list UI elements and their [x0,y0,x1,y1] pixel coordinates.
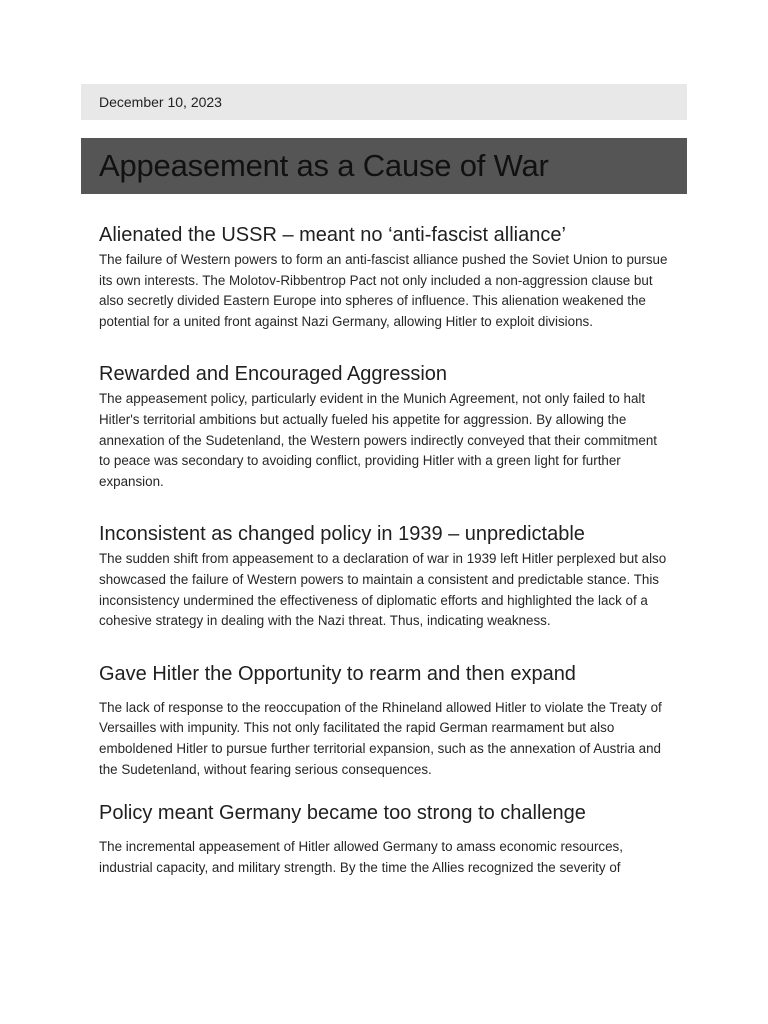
document-title: Appeasement as a Cause of War [99,148,549,183]
section-germany-too-strong [99,800,669,878]
section-heading: Policy meant Germany became too strong to challenge [99,802,586,825]
section-inconsistent-policy [99,521,669,631]
section-heading: Inconsistent as changed policy in 1939 – unpredictable [99,523,585,546]
document-date: December 10, 2023 [99,94,222,110]
sections-container [81,222,687,878]
section-rewarded-aggression [99,361,669,492]
section-rearm-expand [99,661,669,780]
section-alienated-ussr [99,222,669,332]
section-body: The incremental appeasement of Hitler allowed Germany to amass economic resources, industrial capacity, and military strength. By the time the Allies recognized the severity of [99,839,623,875]
date-bar [81,84,687,120]
section-heading: Rewarded and Encouraged Aggression [99,363,448,386]
section-heading: Alienated the USSR – meant no ‘anti-fascist alliance’ [99,224,566,246]
section-body: The lack of response to the reoccupation of the Rhineland allowed Hitler to violate the Treaty of Versailles with impunity. This not only facilitated the rapid German rearmament but also emboldened Hitler to pursue further territorial expansion, such as the annexation of Austria and the Sudetenland, without fearing serious consequences. [99,699,662,777]
title-bar [81,138,687,194]
document-page [81,84,687,878]
section-body: The appeasement policy, particularly evident in the Munich Agreement, not only failed to halt Hitler's territorial ambitions but actually fueled his appetite for aggression. By allowing the annexation of the Sudetenland, the Western powers indirectly conveyed that their commitment to peace was secondary to avoiding conflict, providing Hitler with a green light for further expansion. [99,391,658,489]
section-body: The sudden shift from appeasement to a declaration of war in 1939 left Hitler perplexed but also showcased the failure of Western powers to maintain a consistent and predictable stance. This inconsistency undermined the effectiveness of diplomatic efforts and highlighted the lack of a cohesive strategy in dealing with the Nazi threat. Thus, indicating weakness. [99,551,667,629]
section-body: The failure of Western powers to form an anti-fascist alliance pushed the Soviet Union to pursue its own interests. The Molotov-Ribbentrop Pact not only included a non-aggression clause but also secretly divided Eastern Europe into spheres of influence. This alienation weakened the potential for a united front against Nazi Germany, allowing Hitler to exploit divisions. [99,252,668,329]
section-heading: Gave Hitler the Opportunity to rearm and then expand [99,662,576,685]
